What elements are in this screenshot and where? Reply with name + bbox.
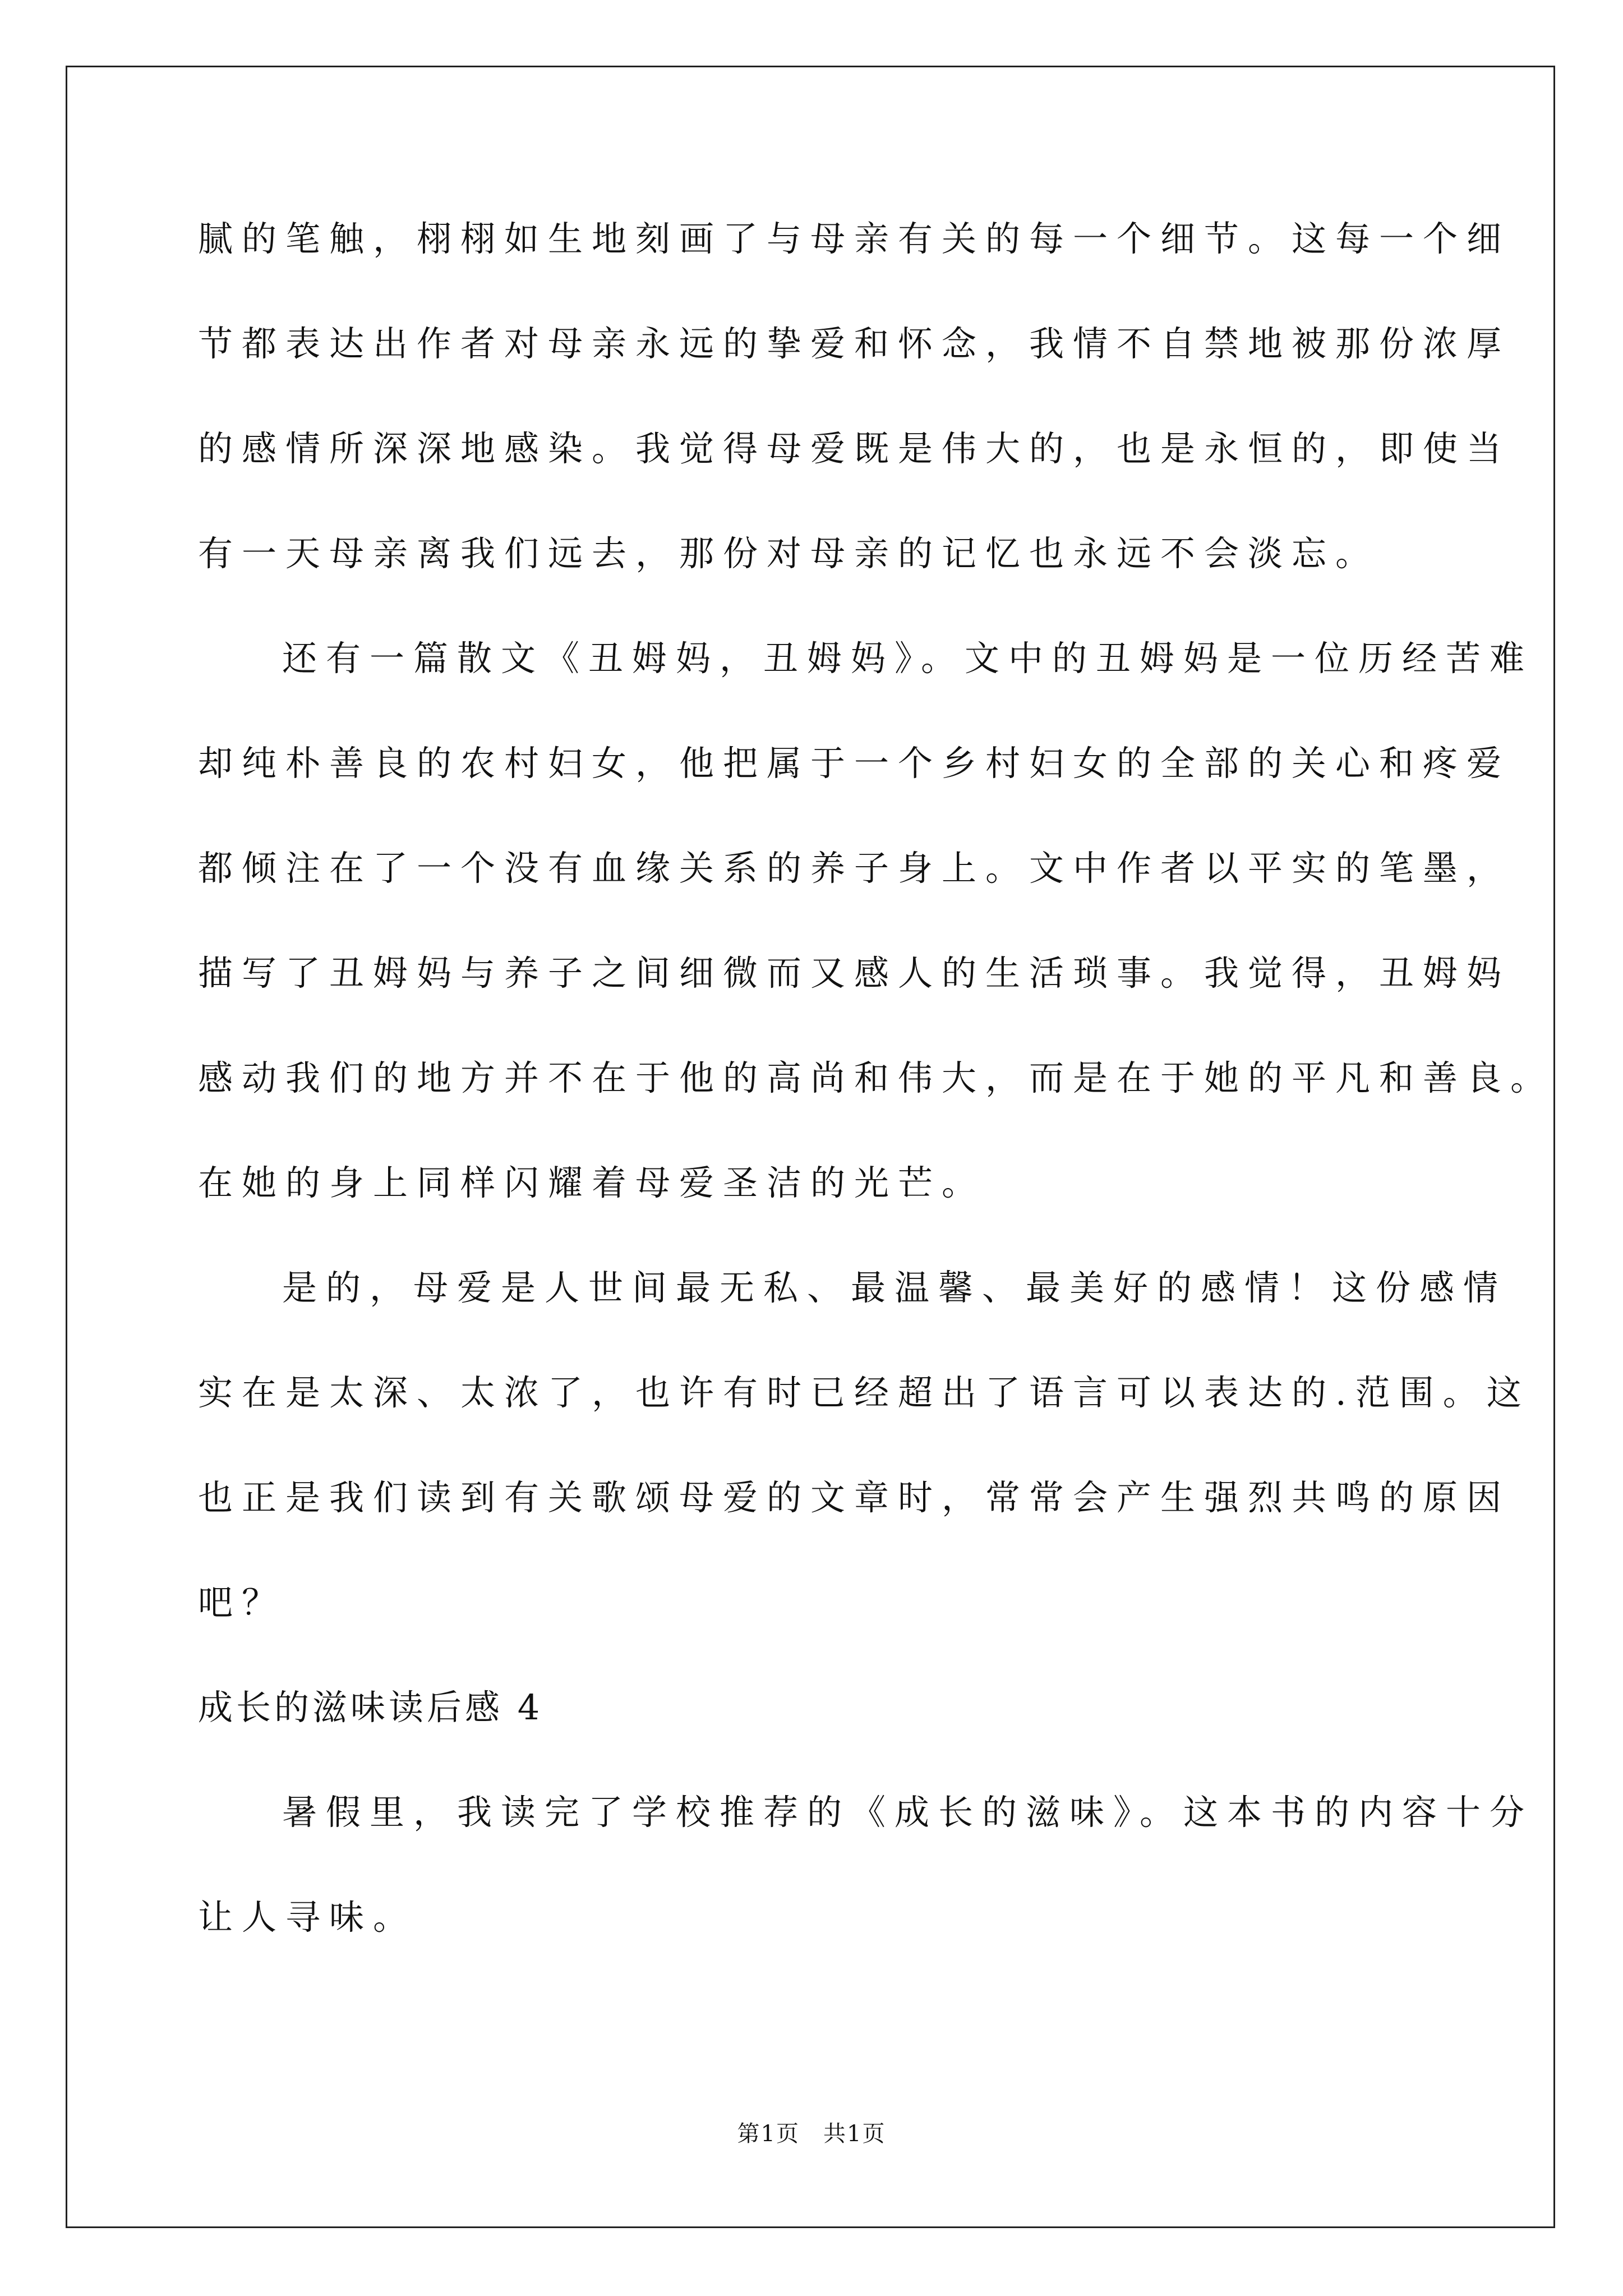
text-line: 暑假里，我读完了学校推荐的《成长的滋味》。这本书的内容十分 (282, 1792, 1534, 1833)
text-line: 让人寻味。 (198, 1897, 417, 1938)
text-line: 却纯朴善良的农村妇女，他把属于一个乡村妇女的全部的关心和疼爱 (198, 743, 1511, 784)
text-line: 感动我们的地方并不在于他的高尚和伟大，而是在于她的平凡和善良。 (198, 1057, 1555, 1098)
text-line: 在她的身上同样闪耀着母爱圣洁的光芒。 (198, 1162, 986, 1203)
text-line: 节都表达出作者对母亲永远的挚爱和怀念，我情不自禁地被那份浓厚 (198, 323, 1511, 364)
text-line: 吧？ (198, 1582, 286, 1623)
text-line: 还有一篇散文《丑姆妈，丑姆妈》。文中的丑姆妈是一位历经苦难 (282, 638, 1534, 679)
text-line: 描写了丑姆妈与养子之间细微而又感人的生活琐事。我觉得，丑姆妈 (198, 953, 1511, 993)
text-line: 腻的笔触，栩栩如生地刻画了与母亲有关的每一个细节。这每一个细 (198, 218, 1511, 259)
page-number-footer: 第1页 共1页 (737, 2121, 886, 2147)
text-line: 实在是太深、太浓了，也许有时已经超出了语言可以表达的.范围。这 (198, 1372, 1530, 1413)
text-line: 有一天母亲离我们远去，那份对母亲的记忆也永远不会淡忘。 (198, 533, 1380, 574)
text-line: 也正是我们读到有关歌颂母爱的文章时，常常会产生强烈共鸣的原因 (198, 1477, 1511, 1518)
text-line: 是的，母爱是人世间最无私、最温馨、最美好的感情！这份感情 (282, 1267, 1507, 1308)
section-heading: 成长的滋味读后感 4 (198, 1687, 543, 1728)
text-line: 的感情所深深地感染。我觉得母爱既是伟大的，也是永恒的，即使当 (198, 428, 1511, 469)
text-line: 都倾注在了一个没有血缘关系的养子身上。文中作者以平实的笔墨， (198, 848, 1511, 889)
